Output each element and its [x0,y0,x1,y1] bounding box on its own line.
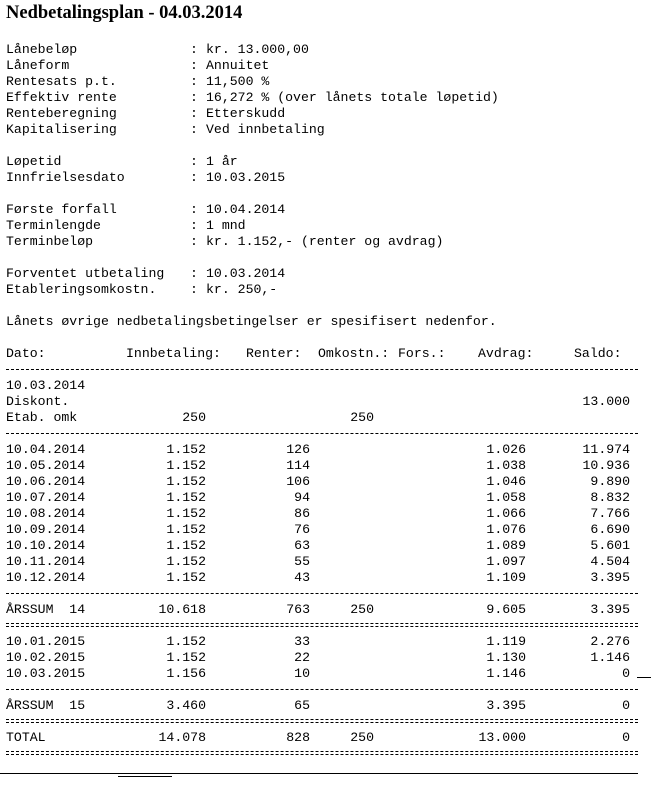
info-value: 1 år [206,154,238,169]
info-label: Innfrielsesdato [6,170,125,185]
payment-row-innbetaling: 1.152 [166,474,206,489]
info-value: 1 mnd [206,218,246,233]
initial-row-avdrag [426,378,526,394]
initial-row-innbetaling [106,394,206,410]
payment-row-innbetaling: 1.152 [166,506,206,521]
payment-row-omkostn [274,634,374,650]
header-renter: Renter: [246,346,302,361]
payment-row-saldo: 11.974 [582,442,630,457]
info-label: Terminlengde [6,218,101,233]
payment-row-dato: 10.11.2014 [6,554,86,569]
payment-row-omkostn [274,554,374,570]
year-sum-2015-avdrag: 3.395 [486,698,526,713]
info-value: kr. 1.152,- (renter og avdrag) [206,234,444,249]
header-fors: Fors.: [398,346,446,361]
initial-row-dato: Etab. omk [6,410,78,425]
info-value: 11,500 % [206,74,270,89]
initial-row-innbetaling: 250 [182,410,206,425]
payment-row-renter: 33 [294,634,310,649]
payment-row-renter: 10 [294,666,310,681]
year-sum-2014-innbetaling: 10.618 [158,602,206,617]
total-row-dato: TOTAL [6,730,46,745]
page-bottom-mark [118,776,172,777]
year-sum-2015-saldo: 0 [622,698,630,713]
payment-row-avdrag: 1.097 [486,554,526,569]
payment-row-dato: 10.08.2014 [6,506,86,521]
info-label: Rentesats p.t. [6,74,117,89]
info-colon: : [190,234,198,249]
header-dato: Dato: [6,346,46,361]
total-row-saldo: 0 [622,730,630,745]
payment-row-innbetaling: 1.152 [166,458,206,473]
info-colon: : [190,170,198,185]
payment-row-saldo: 3.395 [590,570,630,585]
info-colon: : [190,266,198,281]
payment-row-dato: 10.09.2014 [6,522,86,537]
total-row-avdrag: 13.000 [478,730,526,745]
payment-row-innbetaling: 1.152 [166,554,206,569]
table-separator [6,369,638,370]
payment-row-renter: 63 [294,538,310,553]
payment-row-avdrag: 1.038 [486,458,526,473]
initial-row-omkostn [274,394,374,410]
year-sum-2014-avdrag: 9.605 [486,602,526,617]
info-label: Løpetid [6,154,62,169]
payment-row-saldo: 0 [622,666,630,681]
payment-row-innbetaling: 1.152 [166,650,206,665]
info-colon: : [190,58,198,73]
initial-row-innbetaling [106,378,206,394]
info-value: 10.03.2014 [206,266,286,281]
payment-row-saldo: 6.690 [590,522,630,537]
payment-row-saldo: 4.504 [590,554,630,569]
payment-row-dato: 10.10.2014 [6,538,86,553]
info-colon: : [190,282,198,297]
header-innbetaling: Innbetaling: [126,346,221,361]
payment-row-innbetaling: 1.152 [166,570,206,585]
header-saldo: Saldo: [574,346,622,361]
year-sum-2014-saldo: 3.395 [590,602,630,617]
table-separator [6,623,638,627]
year-sum-2014-dato: ÅRSSUM 14 [6,602,86,617]
initial-row-saldo [530,410,630,426]
page-bottom-line [0,773,638,774]
initial-row-avdrag [426,410,526,426]
payment-row-renter: 94 [294,490,310,505]
total-row-innbetaling: 14.078 [158,730,206,745]
initial-row-dato: Diskont. [6,394,70,409]
info-value: 16,272 % (over lånets totale løpetid) [206,90,499,105]
terms-note: Lånets øvrige nedbetalingsbetingelser er spesifisert nedenfor. [6,314,497,329]
payment-row-omkostn [274,458,374,474]
payment-row-renter: 114 [286,458,310,473]
info-colon: : [190,106,198,121]
info-colon: : [190,122,198,137]
payment-row-renter: 55 [294,554,310,569]
payment-row-avdrag: 1.026 [486,442,526,457]
payment-row-avdrag: 1.066 [486,506,526,521]
year-sum-2014-renter: 763 [286,602,310,617]
payment-row-omkostn [274,490,374,506]
info-value: Annuitet [206,58,270,73]
page-title: Nedbetalingsplan - 04.03.2014 [6,3,243,23]
payment-row-saldo: 2.276 [590,634,630,649]
initial-row-avdrag [426,394,526,410]
year-sum-2015-innbetaling: 3.460 [166,698,206,713]
payment-row-innbetaling: 1.152 [166,538,206,553]
info-value: 10.03.2015 [206,170,286,185]
table-separator [6,689,638,690]
info-label: Kapitalisering [6,122,117,137]
payment-row-dato: 10.02.2015 [6,650,86,665]
payment-row-dato: 10.12.2014 [6,570,86,585]
payment-row-omkostn [274,538,374,554]
table-separator [6,719,638,723]
initial-row-dato: 10.03.2014 [6,378,86,393]
info-colon: : [190,154,198,169]
payment-row-dato: 10.01.2015 [6,634,86,649]
payment-row-dato: 10.07.2014 [6,490,86,505]
payment-row-omkostn [274,506,374,522]
payment-row-innbetaling: 1.152 [166,522,206,537]
initial-row-omkostn: 250 [350,410,374,425]
info-colon: : [190,74,198,89]
year-sum-2015-renter: 65 [294,698,310,713]
info-value: kr. 13.000,00 [206,42,309,57]
payment-row-avdrag: 1.119 [486,634,526,649]
payment-row-renter: 86 [294,506,310,521]
payment-row-avdrag: 1.146 [486,666,526,681]
payment-row-avdrag: 1.130 [486,650,526,665]
initial-row-saldo: 13.000 [582,394,630,409]
total-row-renter: 828 [286,730,310,745]
payment-row-omkostn [274,522,374,538]
info-label: Låneform [6,58,70,73]
year-sum-2014-omkostn: 250 [350,602,374,617]
initial-row-omkostn [274,378,374,394]
payment-row-innbetaling: 1.156 [166,666,206,681]
payment-row-avdrag: 1.109 [486,570,526,585]
info-label: Effektiv rente [6,90,117,105]
payment-row-omkostn [274,650,374,666]
payment-row-saldo: 7.766 [590,506,630,521]
info-label: Etableringsomkostn. [6,282,157,297]
info-colon: : [190,218,198,233]
payment-row-innbetaling: 1.152 [166,490,206,505]
info-label: Første forfall [6,202,117,217]
payment-row-saldo: 1.146 [590,650,630,665]
year-sum-2015-omkostn [274,698,374,714]
payment-row-innbetaling: 1.152 [166,634,206,649]
table-separator [6,593,638,594]
payment-row-avdrag: 1.076 [486,522,526,537]
total-row-omkostn: 250 [350,730,374,745]
payment-row-saldo: 9.890 [590,474,630,489]
table-separator [6,433,638,434]
payment-row-omkostn [274,570,374,586]
payment-row-renter: 22 [294,650,310,665]
margin-tick [637,677,651,678]
payment-row-renter: 43 [294,570,310,585]
info-value: Etterskudd [206,106,286,121]
payment-row-dato: 10.03.2015 [6,666,86,681]
payment-row-omkostn [274,666,374,682]
year-sum-2015-dato: ÅRSSUM 15 [6,698,86,713]
payment-row-avdrag: 1.089 [486,538,526,553]
payment-row-dato: 10.06.2014 [6,474,86,489]
payment-row-innbetaling: 1.152 [166,442,206,457]
info-label: Forventet utbetaling [6,266,165,281]
info-colon: : [190,90,198,105]
payment-row-saldo: 10.936 [582,458,630,473]
payment-row-omkostn [274,474,374,490]
payment-row-avdrag: 1.046 [486,474,526,489]
info-value: Ved innbetaling [206,122,325,137]
payment-row-omkostn [274,442,374,458]
payment-row-renter: 76 [294,522,310,537]
info-colon: : [190,202,198,217]
info-value: kr. 250,- [206,282,278,297]
table-separator [6,751,638,755]
payment-row-renter: 126 [286,442,310,457]
payment-row-renter: 106 [286,474,310,489]
header-avdrag: Avdrag: [478,346,534,361]
info-label: Terminbeløp [6,234,94,249]
payment-row-saldo: 8.832 [590,490,630,505]
info-label: Renteberegning [6,106,117,121]
initial-row-saldo [530,378,630,394]
info-colon: : [190,42,198,57]
payment-row-avdrag: 1.058 [486,490,526,505]
info-value: 10.04.2014 [206,202,286,217]
payment-row-dato: 10.05.2014 [6,458,86,473]
payment-row-dato: 10.04.2014 [6,442,86,457]
payment-row-saldo: 5.601 [590,538,630,553]
header-omkostn: Omkostn.: [318,346,390,361]
info-label: Lånebeløp [6,42,78,57]
